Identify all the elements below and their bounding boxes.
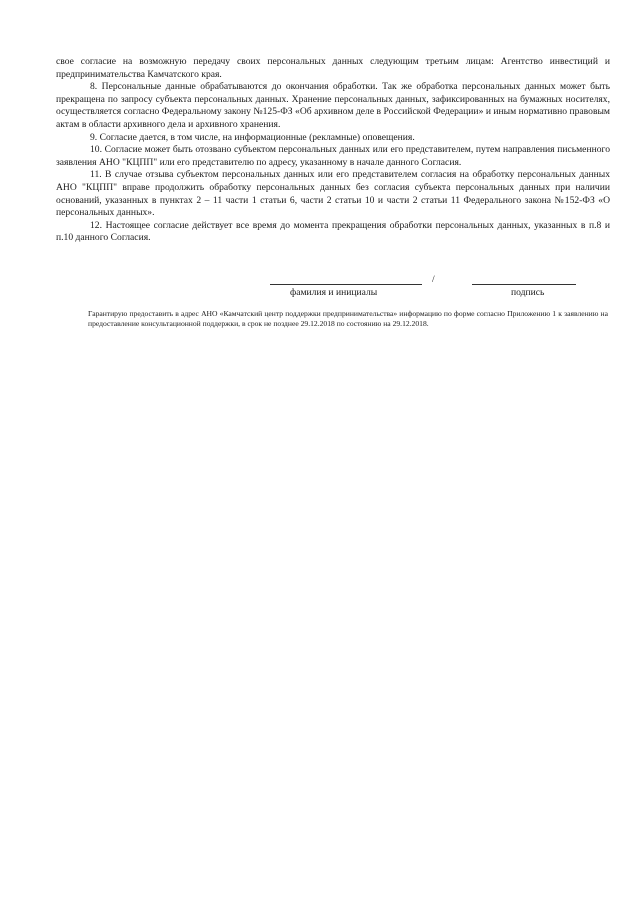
signature-separator: / [432,274,435,285]
paragraph-8: 8. Персональные данные обрабатываются до окончания обработки. Так же обработка персональных данных может быть прекращена по запросу субъекта персональных данных. Хранение персональных данных, зафиксированных на бумажных носителях, осуществляется согласно Федеральному закону №125-ФЗ «Об архивном деле в Российской Федерации» и иным нормативно правовым актам в области архивного дела и архивного хранения. [56,81,610,130]
consent-body [56,56,610,245]
name-label: фамилия и инициалы [290,287,378,298]
paragraph-12: 12. Настоящее согласие действует все время до момента прекращения обработки персональных данных, указанных в п.8 и п.10 данного Согласия. [56,219,610,244]
signature-block [268,274,588,298]
guarantee-text: Гарантирую предоставить в адрес АНО «Камчатский центр поддержки предпринимательства» информацию по форме согласно Приложению 1 к заявлению на предоставление консультационной поддержки, в срок не позднее 29.12.2018 по состоянию на 29.12.2018. [88,309,608,329]
guarantee-note [88,309,608,330]
paragraph-continuation: свое согласие на возможную передачу своих персональных данных следующим третьим лицам: Агентство инвестиций и предпринимательства Камчатского края. [56,56,610,80]
signature-label: подпись [511,287,545,298]
signature-line [472,284,576,285]
paragraph-9: 9. Согласие дается, в том числе, на информационные (рекламные) оповещения. [90,131,415,143]
paragraph-10: 10. Согласие может быть отозвано субъектом персональных данных или его представителем, путем направления письменного заявления АНО "КЦПП" или его представителю по адресу, указанному в начале данного Согласия. [56,144,610,168]
name-signature-line [270,284,422,285]
paragraph-11: 11. В случае отзыва субъектом персональных данных или его представителем согласия на обработку персональных данных АНО "КЦПП" вправе продолжить обработку персональных данных без согласия субъекта персональных данных при наличии оснований, указанных в пунктах 2 – 11 части 1 статьи 6, части 2 статьи 10 и части 2 статьи 11 Федерального закона №152-ФЗ «О персональных данных». [56,169,610,219]
